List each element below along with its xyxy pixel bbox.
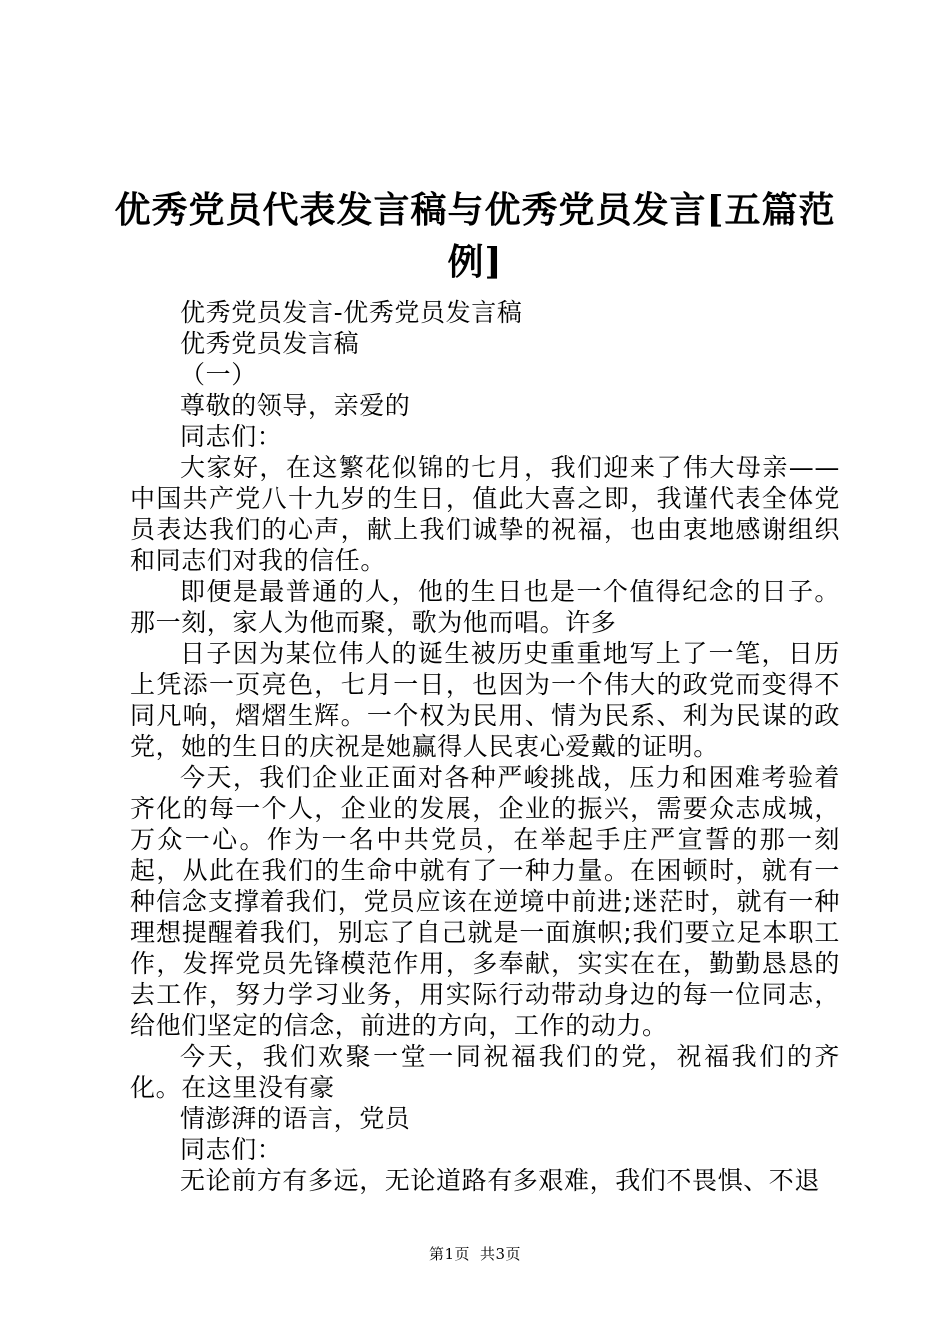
paragraph: 今天，我们欢聚一堂一同祝福我们的党，祝福我们的齐化。在这里没有豪 [130,1042,840,1102]
page-footer [0,1243,950,1264]
paragraph: （一） [180,360,257,389]
paragraph: 日子因为某位伟人的诞生被历史重重地写上了一笔，日历上凭添一页亮色，七月一日，也因为一个伟大的政党而变得不同凡响，熠熠生辉。一个权为民用、情为民系、利为民谋的政党，她的生日的庆祝是她赢得人民衷心爱戴的证明。 [130,639,840,761]
page-number: 第1页 [428,1245,470,1263]
paragraph: 无论前方有多远，无论道路有多艰难，我们不畏惧、不退 [180,1166,821,1195]
paragraph: 今天，我们企业正面对各种严峻挑战，压力和困难考验着齐化的每一个人，企业的发展，企业的振兴，需要众志成城，万众一心。作为一名中共党员，在举起手庄严宣誓的那一刻起，从此在我们的生命中就有了一种力量。在困顿时，就有一种信念支撑着我们，党员应该在逆境中前进;迷茫时，就有一种理想提醒着我们，别忘了自己就是一面旗帜;我们要立足本职工作，发挥党员先锋模范作用，多奉献，实实在在，勤勤恳恳的去工作，努力学习业务，用实际行动带动身边的每一位同志，给他们坚定的信念，前进的方向，工作的动力。 [130,763,840,1040]
page-total: 共3页 [480,1245,522,1263]
paragraph: 大家好，在这繁花似锦的七月，我们迎来了伟大母亲——中国共产党八十九岁的生日，值此大喜之即，我谨代表全体党员表达我们的心声，献上我们诚挚的祝福，也由衷地感谢组织和同志们对我的信任。 [130,453,840,575]
paragraph: 情澎湃的语言，党员 [180,1104,411,1133]
paragraph: 即便是最普通的人，他的生日也是一个值得纪念的日子。那一刻，家人为他而聚，歌为他而唱。许多 [130,577,840,637]
paragraph: 优秀党员发言-优秀党员发言稿 [180,298,523,327]
paragraph: 优秀党员发言稿 [180,329,360,358]
paragraph: 同志们： [180,422,283,451]
paragraph: 同志们： [180,1135,283,1164]
document-title: 优秀党员代表发言稿与优秀党员发言[五篇范例] [114,189,836,283]
paragraph: 尊敬的领导，亲爱的 [180,391,411,420]
document-body [130,297,840,1196]
